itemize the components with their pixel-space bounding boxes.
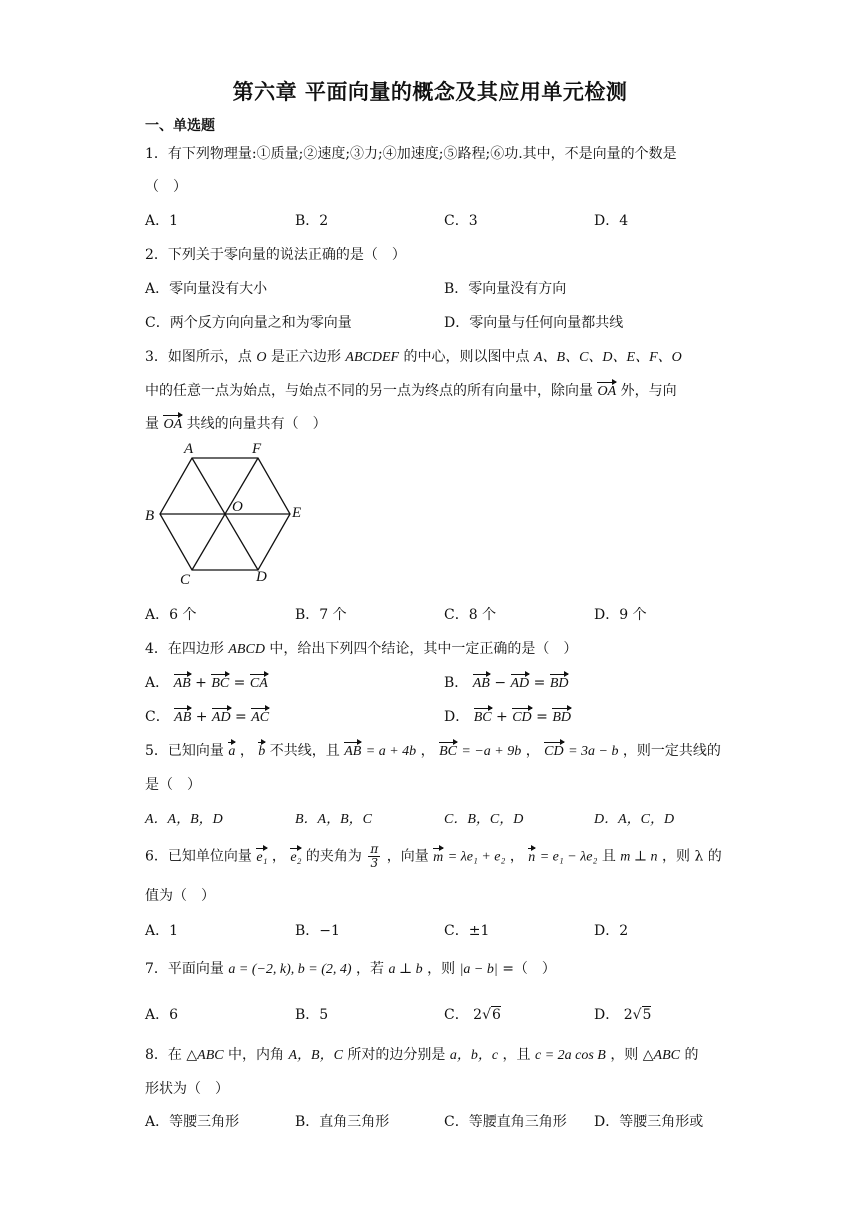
vector-oa: OA xyxy=(597,384,617,399)
q4-stem xyxy=(145,638,577,658)
option-prefix: D． xyxy=(594,1007,620,1023)
q8-text: 8．在 xyxy=(145,1047,182,1063)
vector-bd: BD xyxy=(549,676,569,691)
label-e: E xyxy=(292,505,302,521)
operator: = xyxy=(533,675,546,691)
q6-option-c: C．±1 xyxy=(444,923,490,939)
q8-text: 的 xyxy=(684,1047,699,1063)
q5-option-a: A．A，B，D xyxy=(145,812,223,827)
q3-text: 共线的向量共有（ ） xyxy=(186,416,327,432)
q6-expr: = λe₁ + e₂ xyxy=(447,849,506,865)
q6-text: ， xyxy=(509,848,524,865)
q7-abs-expr: |a − b| xyxy=(459,962,498,977)
q4-option-c xyxy=(145,706,269,726)
vector-ca: CA xyxy=(249,676,268,691)
q3-text: 3．如图所示，点 xyxy=(145,349,252,365)
q5-option-c: C．B，C，D xyxy=(444,812,524,827)
q4-option-a xyxy=(145,672,268,692)
q5-text: ， xyxy=(420,743,435,759)
q1-option-a: A．1 xyxy=(145,213,179,229)
vector-bc: BC xyxy=(211,676,230,691)
q5-stem-line1 xyxy=(145,740,721,760)
vector-ad: AD xyxy=(510,676,530,691)
label-c: C xyxy=(180,572,191,588)
label-b: B xyxy=(145,508,155,524)
q3-text: 的中心，则以图中点 xyxy=(403,349,530,365)
q1-option-b: B．2 xyxy=(295,213,329,229)
vector-e2: e₂ xyxy=(290,849,302,865)
q2-option-d: D．零向量与任何向量都共线 xyxy=(444,315,624,331)
q7-option-d: D． 2√5 xyxy=(594,1007,652,1023)
q1-option-d: D．4 xyxy=(594,213,629,229)
q6-text: ，向量 xyxy=(386,848,429,865)
q3-option-d: D．9 个 xyxy=(594,607,647,623)
q8-angles: A，B，C xyxy=(288,1048,343,1063)
q3-stem-line3 xyxy=(145,413,327,433)
q5-stem-line2: 是（ ） xyxy=(145,777,201,793)
q6-text: 的夹角为 xyxy=(305,848,362,865)
operator: + xyxy=(195,675,207,691)
q8-text: 中，内角 xyxy=(228,1047,285,1063)
q2-option-c: C．两个反方向向量之和为零向量 xyxy=(145,315,352,331)
vector-ac: AC xyxy=(251,710,270,725)
q4-option-b xyxy=(444,672,568,692)
q4-text: 4．在四边形 xyxy=(145,641,224,657)
label-d: D xyxy=(256,569,267,585)
label-f: F xyxy=(252,441,262,457)
q6-option-a: A．1 xyxy=(145,923,179,939)
operator: + xyxy=(496,709,508,725)
q6-text: 且 xyxy=(601,848,616,865)
q7-stem xyxy=(145,958,556,978)
option-prefix: C． xyxy=(444,1007,469,1023)
page-title: 第六章 平面向量的概念及其应用单元检测 xyxy=(232,80,628,104)
q3-stem-line1 xyxy=(145,346,682,366)
q8-triangle: △ABC xyxy=(642,1048,680,1063)
operator: = xyxy=(235,709,247,725)
q7-text: 7．平面向量 xyxy=(145,961,224,977)
q8-option-c: C．等腰直角三角形 xyxy=(444,1114,567,1130)
q6-text: 6．已知单位向量 xyxy=(145,848,252,865)
q3-option-a: A．6 个 xyxy=(145,607,197,623)
coefficient: 2 xyxy=(623,1007,633,1023)
vector-bd: BD xyxy=(552,710,571,725)
q6-expr: m ⊥ n xyxy=(620,849,658,865)
operator: = xyxy=(536,709,548,725)
q6-text: ，则 λ 的 xyxy=(662,848,722,865)
q3-stem-line2 xyxy=(145,380,677,400)
q5-text: 不共线，且 xyxy=(269,743,340,759)
vector-ab: AB xyxy=(472,676,490,691)
vector-n: n xyxy=(528,849,536,865)
q6-option-d: D．2 xyxy=(594,923,629,939)
q3-points: A、B、C、D、E、F、O xyxy=(533,350,682,365)
vector-ab: AB xyxy=(173,676,191,691)
q4-quad-name: ABCD xyxy=(228,642,265,657)
vector-bc: BC xyxy=(473,710,492,725)
vector-bc: BC xyxy=(439,744,457,759)
q7-text: ，则 xyxy=(427,961,456,977)
q5-text: ， xyxy=(525,743,540,759)
vector-m: m xyxy=(433,849,444,865)
vector-oa: OA xyxy=(163,417,183,432)
fraction-numerator: π xyxy=(370,842,379,856)
q8-condition: c = 2a cos B xyxy=(534,1048,606,1063)
q5-expr: = a + 4b xyxy=(365,744,417,759)
section-heading: 一、单选题 xyxy=(145,118,215,134)
q3-option-c: C．8 个 xyxy=(444,607,497,623)
coefficient: 2 xyxy=(473,1007,483,1023)
q2-option-b: B．零向量没有方向 xyxy=(444,281,567,297)
operator: + xyxy=(195,709,208,725)
q5-text: ， xyxy=(239,743,254,759)
q5-option-b: B．A，B，C xyxy=(295,812,372,827)
vector-a: a xyxy=(228,744,236,759)
hexagon-figure xyxy=(140,438,310,588)
radicand: 6 xyxy=(492,1007,501,1023)
q3-text: 外，与向 xyxy=(620,383,677,399)
q2-option-a: A．零向量没有大小 xyxy=(145,281,268,297)
label-o: O xyxy=(232,499,243,515)
vector-cd: CD xyxy=(544,744,564,759)
q7-option-c: C． 2√6 xyxy=(444,1007,501,1023)
operator: = xyxy=(233,675,246,691)
q7-text: ，若 xyxy=(356,961,385,977)
q6-expr: = e₁ − λe₂ xyxy=(539,849,598,865)
vector-ab: AB xyxy=(344,744,362,759)
q8-text: 所对的边分别是 xyxy=(347,1047,446,1063)
q7-expr: a = (−2, k), b = (2, 4) xyxy=(228,962,352,977)
fraction-denominator: 3 xyxy=(370,856,379,870)
q1-stem: 1．有下列物理量:①质量;②速度;③力;④加速度;⑤路程;⑥功.其中，不是向量的个数是 xyxy=(145,146,677,162)
q8-sides: a，b，c xyxy=(449,1048,499,1063)
q8-stem-line1 xyxy=(145,1044,698,1064)
q8-option-d: D．等腰三角形或 xyxy=(594,1114,704,1130)
operator: − xyxy=(494,675,507,691)
q5-text: 5．已知向量 xyxy=(145,743,224,759)
label-a: A xyxy=(184,441,194,457)
option-prefix: B． xyxy=(444,675,469,691)
q3-text: 是正六边形 xyxy=(270,349,341,365)
q2-stem: 2．下列关于零向量的说法正确的是（ ） xyxy=(145,247,406,263)
q8-text: ，则 xyxy=(610,1047,639,1063)
q8-text: ，且 xyxy=(502,1047,531,1063)
q7-expr: a ⊥ b xyxy=(388,962,423,977)
q8-triangle: △ABC xyxy=(186,1048,224,1063)
option-prefix: C． xyxy=(145,709,170,725)
vector-ad: AD xyxy=(211,710,231,725)
q3-option-b: B．7 个 xyxy=(295,607,347,623)
q5-option-d: D．A，C，D xyxy=(594,812,675,827)
q6-stem-line2: 值为（ ） xyxy=(145,888,215,904)
vector-e1: e₁ xyxy=(256,849,268,865)
q1-option-c: C．3 xyxy=(444,213,478,229)
vector-ab: AB xyxy=(174,710,192,725)
option-prefix: A． xyxy=(145,675,170,691)
q6-text: ， xyxy=(271,848,286,865)
fraction-pi-over-3 xyxy=(368,843,380,870)
q5-expr: = 3a − b xyxy=(568,744,619,759)
q8-option-a: A．等腰三角形 xyxy=(145,1114,240,1130)
radicand: 5 xyxy=(642,1007,652,1023)
q1-stem-cont: （ ） xyxy=(145,179,187,195)
q3-text: 中的任意一点为始点，与始点不同的另一点为终点的所有向量中，除向量 xyxy=(145,383,593,399)
q6-stem-line1 xyxy=(145,843,722,870)
vector-b: b xyxy=(258,744,266,759)
q8-option-b: B．直角三角形 xyxy=(295,1114,390,1130)
q4-text: 中，给出下列四个结论，其中一定正确的是（ ） xyxy=(269,641,578,657)
q3-text: 量 xyxy=(145,416,159,432)
q3-hexagon-name: ABCDEF xyxy=(345,350,400,365)
q7-option-a: A．6 xyxy=(145,1007,179,1023)
q3-point-o: O xyxy=(256,350,267,365)
option-prefix: D． xyxy=(444,709,470,725)
q5-expr: = −a + 9b xyxy=(461,744,522,759)
q7-option-b: B．5 xyxy=(295,1007,329,1023)
vector-cd: CD xyxy=(512,710,532,725)
q8-stem-line2: 形状为（ ） xyxy=(145,1081,229,1097)
q7-text: =（ ） xyxy=(502,961,556,977)
q6-option-b: B．−1 xyxy=(295,923,340,939)
q4-option-d xyxy=(444,706,571,726)
q5-text: ，则一定共线的 xyxy=(622,743,721,759)
